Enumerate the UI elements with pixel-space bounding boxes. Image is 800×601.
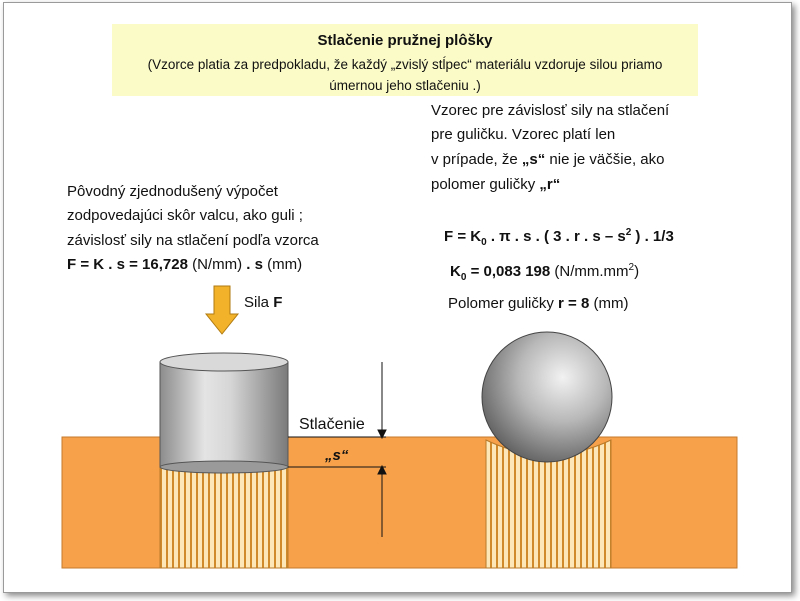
main-formula-sub: 0 (481, 237, 487, 248)
main-formula-part-3: ) . 1/3 (631, 228, 674, 245)
left-formula-unit-1: (N/mm) (187, 256, 243, 273)
main-formula (444, 227, 674, 248)
left-text-line-1: Pôvodný zjednodušený výpočet (67, 183, 278, 200)
right-text-line-1: Vzorec pre závislosť sily na stlačení (431, 102, 670, 119)
compression-label: Stlačenie (299, 416, 365, 433)
left-formula-main: F = K . s = 16,728 (67, 256, 188, 273)
ball (482, 332, 612, 462)
left-formula-s: . s (242, 256, 263, 273)
right-text-line-4-a: polomer guličky (431, 176, 540, 193)
right-text-line-3-a: v prípade, že (431, 151, 522, 168)
right-text-line-3-c: nie je väčšie, ako (545, 151, 665, 168)
force-label-symbol: F (273, 294, 283, 311)
k0-unit-end: ) (634, 263, 640, 280)
radius-unit: (mm) (589, 295, 629, 312)
compression-symbol: „s“ (325, 447, 349, 464)
main-formula-sup: 2 (625, 227, 632, 238)
main-formula-part-1: F = K (444, 228, 482, 245)
force-arrow (206, 286, 238, 334)
radius-value: r = 8 (558, 295, 590, 312)
right-text-line-3 (431, 151, 664, 168)
right-text-line-4-r: „r“ (539, 176, 561, 193)
left-formula-unit-2: (mm) (262, 256, 303, 273)
k0-constant (450, 262, 639, 283)
radius-label: Polomer guličky (448, 295, 559, 312)
subtitle-line-1: (Vzorce platia za predpokladu, že každý „zvislý stĺpec“ materiálu vzdoruje silou priamo (147, 57, 663, 72)
cylinder-columns (160, 467, 288, 568)
left-text-line-3: závislosť sily na stlačení podľa vzorca (67, 232, 319, 249)
k0-unit-sup: 2 (628, 262, 635, 273)
left-text-line-2: zodpovedajúci skôr valcu, ako guli ; (67, 207, 303, 224)
k0-unit: (N/mm.mm (550, 263, 629, 280)
main-formula-part-2: . π . s . ( 3 . r . s – s (486, 228, 626, 245)
k0-symbol: K (450, 263, 461, 280)
right-text-line-3-s: „s“ (521, 151, 546, 168)
k0-sub: 0 (460, 272, 467, 283)
left-formula (67, 256, 302, 273)
subtitle-line-2: úmernou jeho stlačeniu .) (329, 78, 481, 93)
page-title: Stlačenie pružnej plôšky (317, 32, 493, 49)
radius-line (448, 295, 628, 312)
right-text-line-4 (431, 176, 560, 193)
cylinder (160, 353, 288, 473)
right-text-line-2: pre guličku. Vzorec platí len (431, 126, 616, 143)
force-label-text: Sila (244, 294, 274, 311)
force-label (244, 294, 282, 311)
k0-value: = 0,083 198 (466, 263, 551, 280)
